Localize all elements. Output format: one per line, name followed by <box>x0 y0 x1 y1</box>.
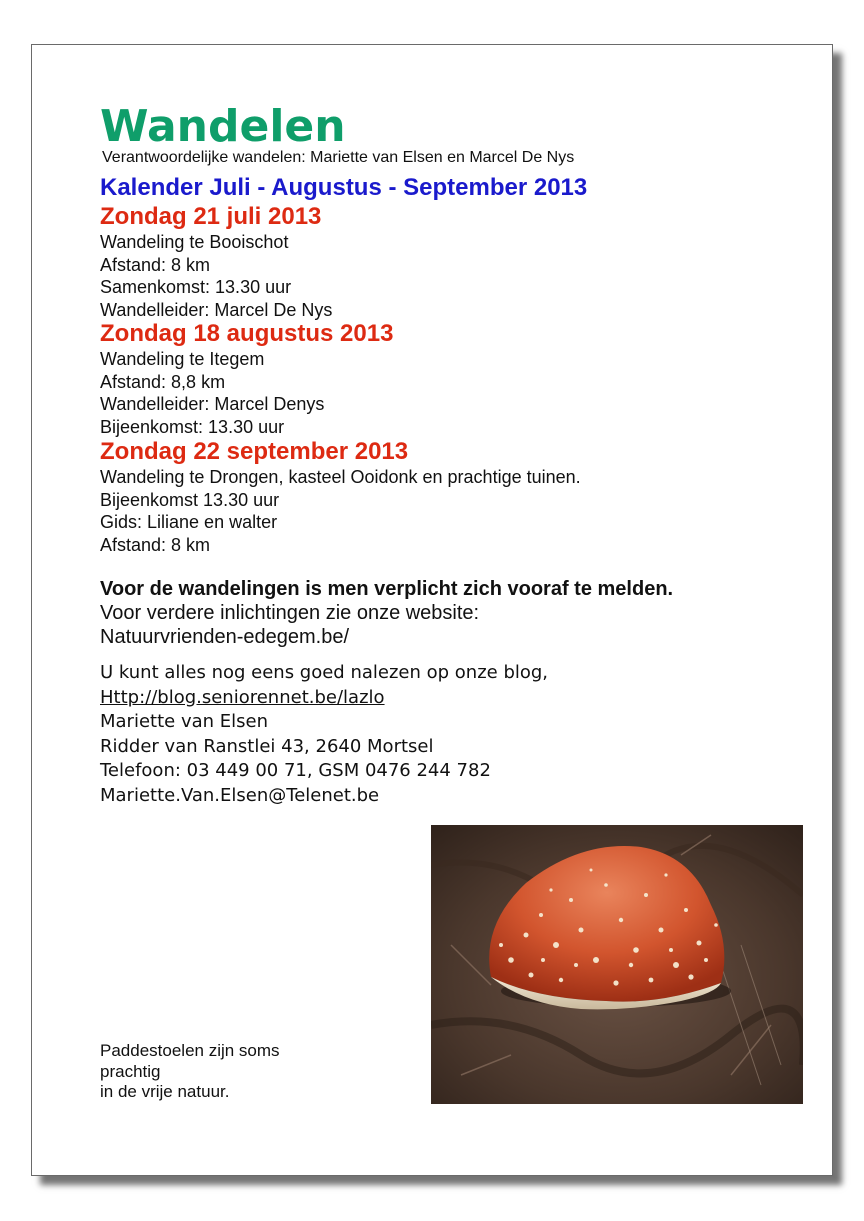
website-text: Natuurvrienden-edegem.be/ <box>100 626 350 648</box>
event-august <box>100 320 393 438</box>
event-date: Zondag 22 september 2013 <box>100 438 409 465</box>
event-line: Afstand: 8 km <box>100 534 211 555</box>
event-line: Wandelleider: Marcel De Nys <box>100 299 333 320</box>
caption-line: prachtig <box>100 1061 161 1081</box>
event-line: Wandelleider: Marcel Denys <box>100 394 325 414</box>
document-page <box>31 44 833 1176</box>
event-date: Zondag 21 juli 2013 <box>100 203 322 230</box>
caption-line: Paddestoelen zijn soms <box>100 1041 280 1060</box>
event-line: Afstand: 8 km <box>100 254 211 275</box>
blog-intro: U kunt alles nog eens goed nalezen op onze blog, <box>100 662 549 683</box>
registration-notice <box>100 577 673 649</box>
page-title: Wandelen <box>100 101 346 152</box>
calendar-heading: Kalender Juli - Augustus - September 2013 <box>100 174 588 201</box>
blog-link[interactable]: Http://blog.seniorennet.be/lazlo <box>100 686 385 708</box>
event-line: Samenkomst: 13.30 uur <box>100 277 292 297</box>
contact-phone: Telefoon: 03 449 00 71, GSM 0476 244 782 <box>100 760 491 781</box>
photo-caption <box>100 1041 280 1103</box>
event-july <box>100 203 332 321</box>
event-line: Bijeenkomst: 13.30 uur <box>100 416 285 437</box>
responsible-text: Verantwoordelijke wandelen: Mariette van Elsen en Marcel De Nys <box>102 149 575 166</box>
event-line: Bijeenkomst 13.30 uur <box>100 489 280 510</box>
event-line: Wandeling te Itegem <box>100 349 265 369</box>
event-line: Wandeling te Drongen, kasteel Ooidonk en prachtige tuinen. <box>100 467 581 487</box>
registration-required-text: Voor de wandelingen is men verplicht zich vooraf te melden. <box>100 578 674 600</box>
contact-address: Ridder van Ranstlei 43, 2640 Mortsel <box>100 735 434 757</box>
event-line: Wandeling te Booischot <box>100 232 289 252</box>
event-date: Zondag 18 augustus 2013 <box>100 320 394 347</box>
contact-block <box>100 661 548 808</box>
mushroom-photo <box>431 825 803 1104</box>
info-text: Voor verdere inlichtingen zie onze website: <box>100 602 480 624</box>
contact-email: Mariette.Van.Elsen@Telenet.be <box>100 784 380 806</box>
contact-name: Mariette van Elsen <box>100 711 268 732</box>
event-line: Afstand: 8,8 km <box>100 371 226 392</box>
event-september <box>100 438 581 556</box>
caption-line: in de vrije natuur. <box>100 1082 230 1101</box>
event-line: Gids: Liliane en walter <box>100 512 278 532</box>
